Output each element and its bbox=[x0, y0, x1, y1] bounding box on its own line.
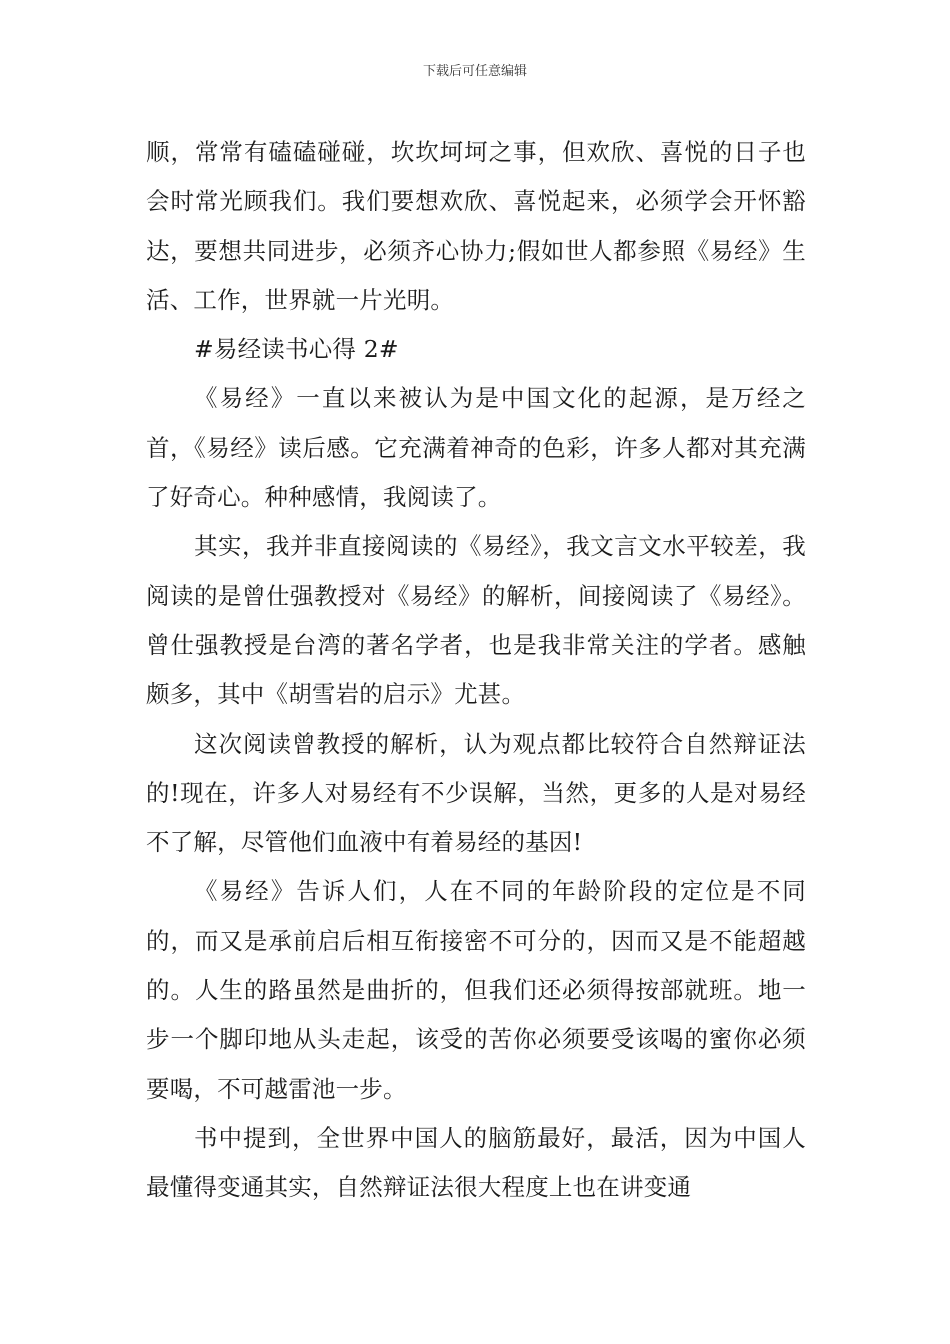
paragraph: 书中提到，全世界中国人的脑筋最好，最活，因为中国人最懂得变通其实，自然辩证法很大程度上也在讲变通 bbox=[146, 1123, 806, 1202]
section-heading: #易经读书心得 2# bbox=[194, 335, 399, 364]
document-body bbox=[146, 128, 806, 1213]
page-header-note: 下载后可任意编辑 bbox=[422, 64, 527, 79]
paragraph: 其实，我并非直接阅读的《易经》，我文言文水平较差，我阅读的是曾仕强教授对《易经》的解析，间接阅读了《易经》。曾仕强教授是台湾的著名学者，也是我非常关注的学者。感触颇多，其中《胡雪岩的启示》尤甚。 bbox=[146, 532, 806, 709]
paragraph: 《易经》告诉人们，人在不同的年龄阶段的定位是不同的，而又是承前启后相互衔接密不可分的，因而又是不能超越的。人生的路虽然是曲折的，但我们还必须得按部就班。地一步一个脚印地从头走起，该受的苦你必须要受该喝的蜜你必须要喝，不可越雷池一步。 bbox=[146, 877, 806, 1103]
paragraph: 这次阅读曾教授的解析，认为观点都比较符合自然辩证法的!现在，许多人对易经有不少误解，当然，更多的人是对易经不了解，尽管他们血液中有着易经的基因! bbox=[146, 729, 806, 857]
paragraph: 《易经》一直以来被认为是中国文化的起源，是万经之首，《易经》读后感。它充满着神奇的色彩，许多人都对其充满了好奇心。种种感情，我阅读了。 bbox=[146, 384, 806, 512]
paragraph-continuation: 顺，常常有磕磕碰碰，坎坎坷坷之事，但欢欣、喜悦的日子也会时常光顾我们。我们要想欢欣、喜悦起来，必须学会开怀豁达，要想共同进步，必须齐心协力;假如世人都参照《易经》生活、工作，世界就一片光明。 bbox=[146, 138, 806, 314]
